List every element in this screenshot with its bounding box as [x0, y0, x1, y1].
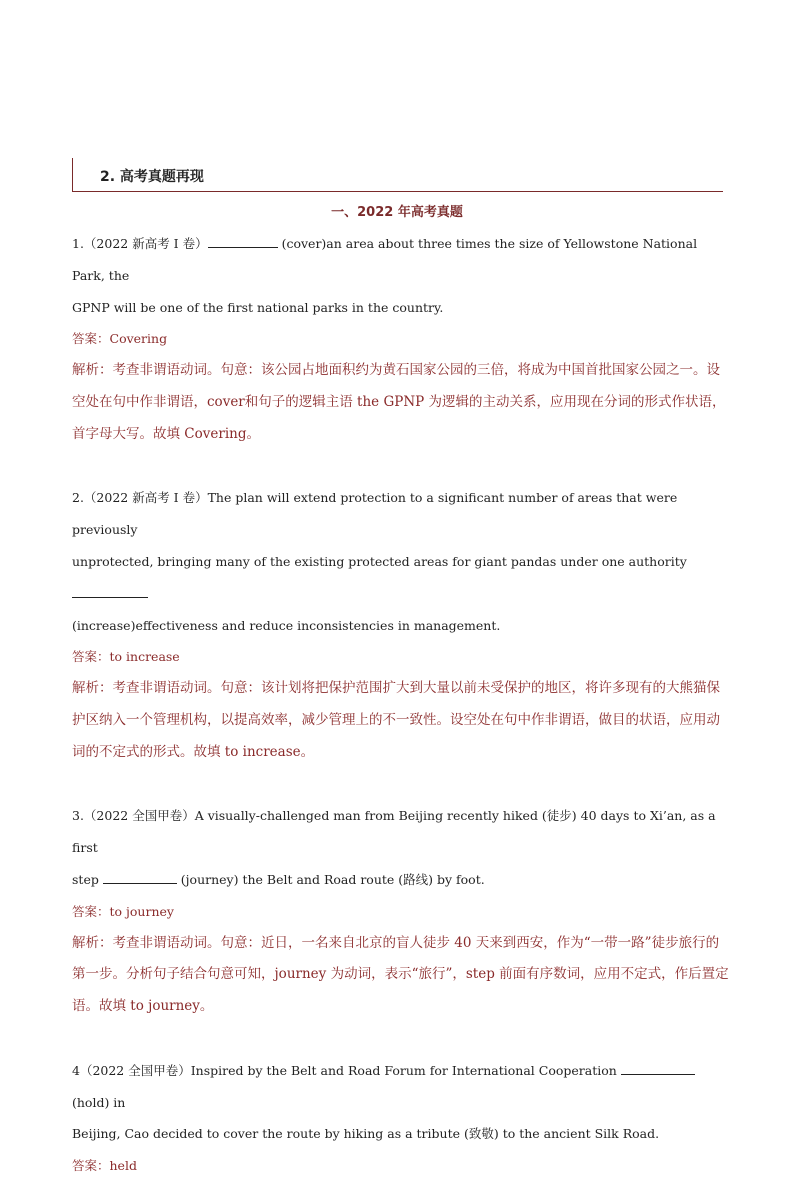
answer: 答案：held [72, 1158, 137, 1174]
question-text-line: (increase)effectiveness and reduce inconsistencies in management. [72, 617, 501, 633]
question-text-line: 2.（2022 新高考 I 卷）The plan will extend protection to a significant number of areas that were previously [72, 490, 678, 538]
question-text [72, 864, 732, 896]
question-text-part: (hold) in [72, 1094, 126, 1110]
question-text-part: (cover)an area about three times the size of Yellowstone National Park, the [72, 236, 698, 283]
answer-blank [72, 597, 148, 598]
section-title: 2. 高考真题再现 [100, 169, 204, 185]
content [72, 228, 732, 1182]
answer-blank [621, 1074, 695, 1075]
question-text-line: 3.（2022 全国甲卷）A visually-challenged man from Beijing recently hiked (徒步) 40 days to Xi’an, as a first [72, 808, 716, 856]
explanation: 解析：考查非谓语动词。句意：近日，一名来自北京的盲人徒步 40 天来到西安，作为“一带一路”徒步旅行的第一步。分析句子结合句意可知，journey 为动词，表示“旅行”，step 前面有序数词，应用不定式，作后置定语。故填 to journey。 [72, 934, 729, 1015]
answer: 答案：to journey [72, 903, 174, 919]
explanation: 解析：考查非谓语动词。句意：该公园占地面积约为黄石国家公园的三倍，将成为中国首批国家公园之一。设空处在句中作非谓语，cover和句子的逻辑主语 the GPNP 为逻辑的主动关系，应用现在分词的形式作状语，首字母大写。故填 Covering。 [72, 362, 726, 442]
question-text-part: step [72, 871, 103, 887]
question-text [72, 546, 732, 610]
question-text [72, 228, 732, 292]
answer-blank [103, 883, 177, 884]
question-2 [72, 482, 732, 768]
answer: 答案：Covering [72, 331, 168, 347]
question-1 [72, 228, 732, 451]
question-3 [72, 800, 732, 1023]
question-text-line: Beijing, Cao decided to cover the route by hiking as a tribute (致敬) to the ancient Silk Road. [72, 1126, 660, 1142]
answer: 答案：to increase [72, 649, 180, 665]
question-4 [72, 1055, 732, 1182]
question-text-line: GPNP will be one of the first national parks in the country. [72, 299, 444, 315]
explanation: 解析：考查非谓语动词。句意：该计划将把保护范围扩大到大量以前未受保护的地区，将许多现有的大熊猫保护区纳入一个管理机构，以提高效率，减少管理上的不一致性。设空处在句中作非谓语，做目的状语，应用动词的不定式的形式。故填 to increase。 [72, 680, 720, 760]
section-header [72, 158, 723, 192]
question-text [72, 1055, 732, 1119]
question-text-part: (journey) the Belt and Road route (路线) by foot. [176, 871, 485, 887]
question-text-part: 4（2022 全国甲卷）Inspired by the Belt and Road Forum for International Cooperation [72, 1062, 621, 1078]
question-text-part: unprotected, bringing many of the existing protected areas for giant pandas under one authority [72, 553, 687, 569]
answer-blank [208, 247, 278, 248]
question-prefix: 1.（2022 新高考 I 卷） [72, 236, 208, 251]
subheading: 一、2022 年高考真题 [331, 205, 463, 220]
